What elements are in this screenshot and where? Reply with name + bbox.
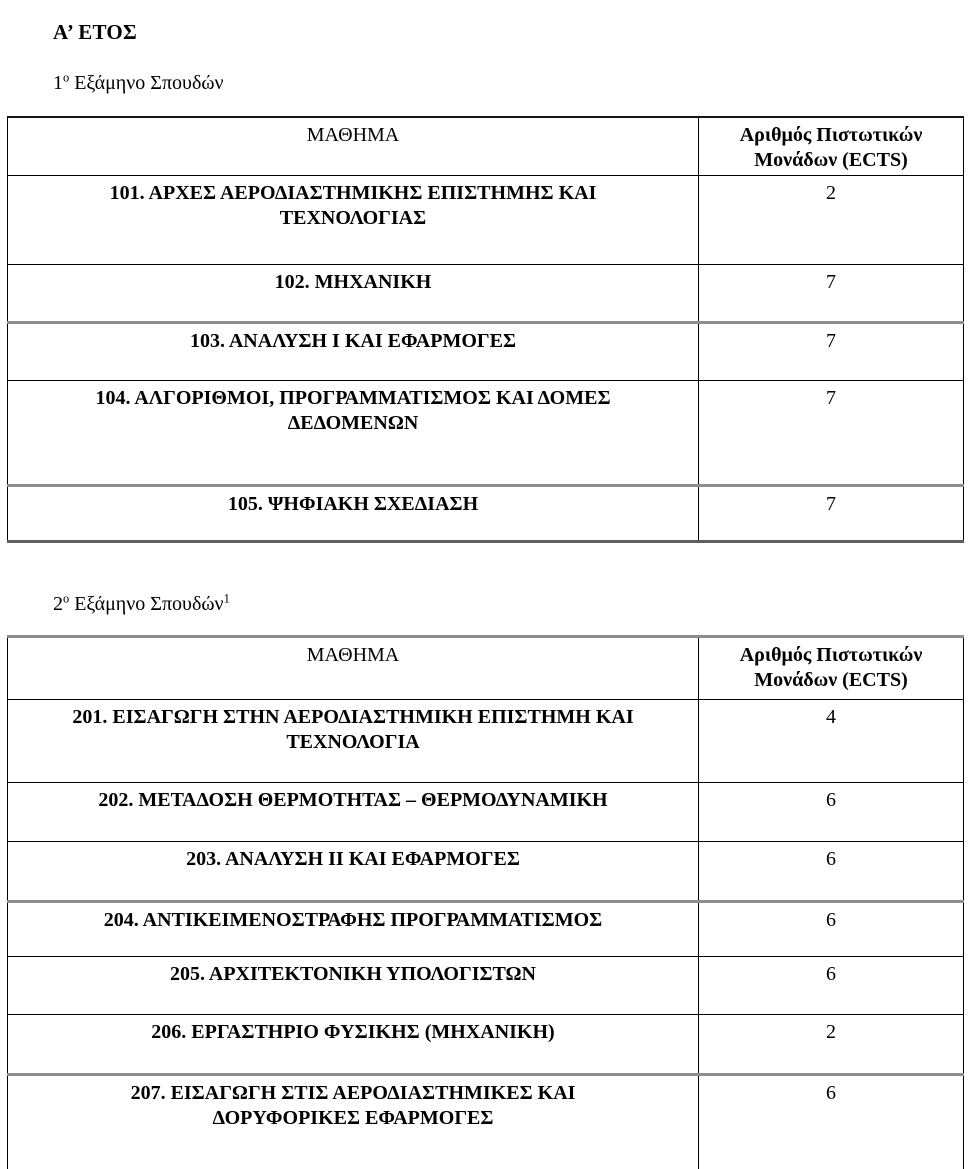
ects-value: 7 bbox=[699, 264, 964, 322]
footnote-ref: 1 bbox=[223, 590, 230, 605]
semester-label: Εξάμηνο Σπουδών bbox=[69, 72, 224, 94]
ects-column-header: Αριθμός Πιστωτικών Μονάδων (ECTS) bbox=[739, 643, 923, 691]
semester-label: Εξάμηνο Σπουδών bbox=[69, 592, 224, 615]
semester-1-heading bbox=[53, 72, 971, 95]
ects-value: 4 bbox=[699, 699, 964, 782]
ects-value: 6 bbox=[699, 901, 964, 956]
table-row bbox=[8, 901, 964, 956]
table-row bbox=[8, 1014, 964, 1074]
ects-value: 7 bbox=[699, 322, 964, 380]
table-row bbox=[8, 380, 964, 485]
course-name: 102. ΜΗΧΑΝΙΚΗ bbox=[274, 270, 432, 293]
ects-value: 7 bbox=[699, 380, 964, 485]
semester-2-section bbox=[0, 590, 971, 1169]
semester-2-heading bbox=[53, 590, 971, 616]
table-row bbox=[8, 485, 964, 541]
ects-value: 6 bbox=[699, 782, 964, 841]
ects-value: 2 bbox=[699, 175, 964, 264]
table-row bbox=[8, 956, 964, 1014]
course-name: 201. ΕΙΣΑΓΩΓΗ ΣΤΗΝ ΑΕΡΟΔΙΑΣΤΗΜΙΚΗ ΕΠΙΣΤΗΜΗ ΚΑΙ ΤΕΧΝΟΛΟΓΙΑ bbox=[72, 705, 634, 753]
course-name: 103. ΑΝΑΛΥΣΗ Ι ΚΑΙ ΕΦΑΡΜΟΓΕΣ bbox=[189, 329, 517, 352]
course-name: 105. ΨΗΦΙΑΚΗ ΣΧΕΔΙΑΣΗ bbox=[227, 492, 479, 515]
semester-number: 1 bbox=[53, 72, 63, 94]
semester-number: 2 bbox=[53, 592, 63, 615]
semester-1-table bbox=[7, 116, 964, 543]
ordinal-suffix: ο bbox=[63, 590, 70, 605]
ects-value: 6 bbox=[699, 956, 964, 1014]
ects-value: 6 bbox=[699, 841, 964, 901]
ects-value: 6 bbox=[699, 1074, 964, 1169]
course-name: 204. ΑΝΤΙΚΕΙΜΕΝΟΣΤΡΑΦΗΣ ΠΡΟΓΡΑΜΜΑΤΙΣΜΟΣ bbox=[103, 908, 603, 931]
course-name: 207. ΕΙΣΑΓΩΓΗ ΣΤΙΣ ΑΕΡΟΔΙΑΣΤΗΜΙΚΕΣ ΚΑΙ ΔΟΡΥΦΟΡΙΚΕΣ ΕΦΑΡΜΟΓΕΣ bbox=[130, 1081, 576, 1129]
table-row bbox=[8, 264, 964, 322]
course-name: 104. ΑΛΓΟΡΙΘΜΟΙ, ΠΡΟΓΡΑΜΜΑΤΙΣΜΟΣ ΚΑΙ ΔΟΜΕΣ ΔΕΔΟΜΕΝΩΝ bbox=[95, 386, 611, 434]
ects-value: 7 bbox=[699, 485, 964, 541]
table-header-row bbox=[8, 117, 964, 175]
table-header-row bbox=[8, 636, 964, 699]
table-row bbox=[8, 322, 964, 380]
table-row bbox=[8, 699, 964, 782]
semester-1-section bbox=[0, 72, 971, 543]
table-row bbox=[8, 1074, 964, 1169]
course-name: 202. ΜΕΤΑΔΟΣΗ ΘΕΡΜΟΤΗΤΑΣ – ΘΕΡΜΟΔΥΝΑΜΙΚΗ bbox=[98, 788, 608, 811]
table-row bbox=[8, 782, 964, 841]
ordinal-suffix: ο bbox=[63, 70, 70, 85]
table-row bbox=[8, 841, 964, 901]
course-name: 205. ΑΡΧΙΤΕΚΤΟΝΙΚΗ ΥΠΟΛΟΓΙΣΤΩΝ bbox=[170, 962, 536, 985]
course-name: 101. ΑΡΧΕΣ ΑΕΡΟΔΙΑΣΤΗΜΙΚΗΣ ΕΠΙΣΤΗΜΗΣ ΚΑΙ ΤΕΧΝΟΛΟΓΙΑΣ bbox=[109, 181, 597, 229]
table-row bbox=[8, 175, 964, 264]
ects-value: 2 bbox=[699, 1014, 964, 1074]
course-column-header: ΜΑΘΗΜΑ bbox=[8, 636, 699, 699]
semester-2-table bbox=[7, 635, 964, 1169]
course-column-header: ΜΑΘΗΜΑ bbox=[8, 117, 699, 175]
ects-column-header: Αριθμός Πιστωτικών Μονάδων (ECTS) bbox=[739, 124, 923, 171]
course-name: 203. ΑΝΑΛΥΣΗ ΙΙ ΚΑΙ ΕΦΑΡΜΟΓΕΣ bbox=[186, 847, 520, 870]
year-heading: Α’ ΕΤΟΣ bbox=[53, 20, 138, 44]
course-name: 206. ΕΡΓΑΣΤΗΡΙΟ ΦΥΣΙΚΗΣ (ΜΗΧΑΝΙΚΗ) bbox=[151, 1020, 555, 1043]
